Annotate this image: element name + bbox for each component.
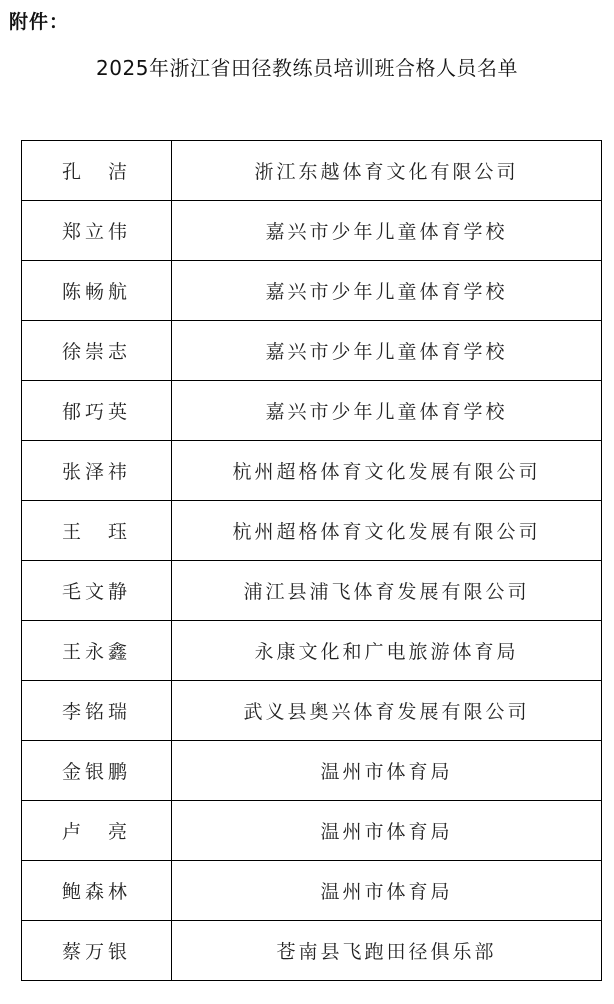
person-name: 郑立伟 bbox=[22, 201, 172, 261]
attachment-label: 附件： bbox=[9, 11, 70, 33]
person-name: 李铭瑞 bbox=[22, 681, 172, 741]
person-name: 郁巧英 bbox=[22, 381, 172, 441]
person-name: 王永鑫 bbox=[22, 621, 172, 681]
work-unit: 温州市体育局 bbox=[172, 741, 602, 801]
table-row bbox=[22, 681, 602, 741]
work-unit: 温州市体育局 bbox=[172, 861, 602, 921]
person-name: 陈畅航 bbox=[22, 261, 172, 321]
person-name: 张泽祎 bbox=[22, 441, 172, 501]
work-unit: 杭州超格体育文化发展有限公司 bbox=[172, 501, 602, 561]
person-name: 徐崇志 bbox=[22, 321, 172, 381]
work-unit: 杭州超格体育文化发展有限公司 bbox=[172, 441, 602, 501]
person-name: 金银鹏 bbox=[22, 741, 172, 801]
work-unit: 嘉兴市少年儿童体育学校 bbox=[172, 321, 602, 381]
work-unit: 浦江县浦飞体育发展有限公司 bbox=[172, 561, 602, 621]
work-unit: 苍南县飞跑田径俱乐部 bbox=[172, 921, 602, 981]
table-row bbox=[22, 381, 602, 441]
person-name: 毛文静 bbox=[22, 561, 172, 621]
table-row bbox=[22, 441, 602, 501]
table-row bbox=[22, 201, 602, 261]
work-unit: 浙江东越体育文化有限公司 bbox=[172, 141, 602, 201]
work-unit: 永康文化和广电旅游体育局 bbox=[172, 621, 602, 681]
person-name: 孔 洁 bbox=[22, 141, 172, 201]
person-name: 蔡万银 bbox=[22, 921, 172, 981]
qualified-personnel-table bbox=[21, 140, 602, 981]
person-name: 卢 亮 bbox=[22, 801, 172, 861]
work-unit: 嘉兴市少年儿童体育学校 bbox=[172, 201, 602, 261]
work-unit: 武义县奥兴体育发展有限公司 bbox=[172, 681, 602, 741]
work-unit: 嘉兴市少年儿童体育学校 bbox=[172, 381, 602, 441]
document-title: 2025年浙江省田径教练员培训班合格人员名单 bbox=[96, 56, 518, 80]
table-row bbox=[22, 141, 602, 201]
table-row bbox=[22, 261, 602, 321]
table-row bbox=[22, 501, 602, 561]
person-name: 鲍森林 bbox=[22, 861, 172, 921]
table-row bbox=[22, 741, 602, 801]
work-unit: 温州市体育局 bbox=[172, 801, 602, 861]
table-row bbox=[22, 801, 602, 861]
table-row bbox=[22, 561, 602, 621]
table-row bbox=[22, 621, 602, 681]
work-unit: 嘉兴市少年儿童体育学校 bbox=[172, 261, 602, 321]
table-row bbox=[22, 321, 602, 381]
table-row bbox=[22, 861, 602, 921]
table-row bbox=[22, 921, 602, 981]
person-name: 王 珏 bbox=[22, 501, 172, 561]
